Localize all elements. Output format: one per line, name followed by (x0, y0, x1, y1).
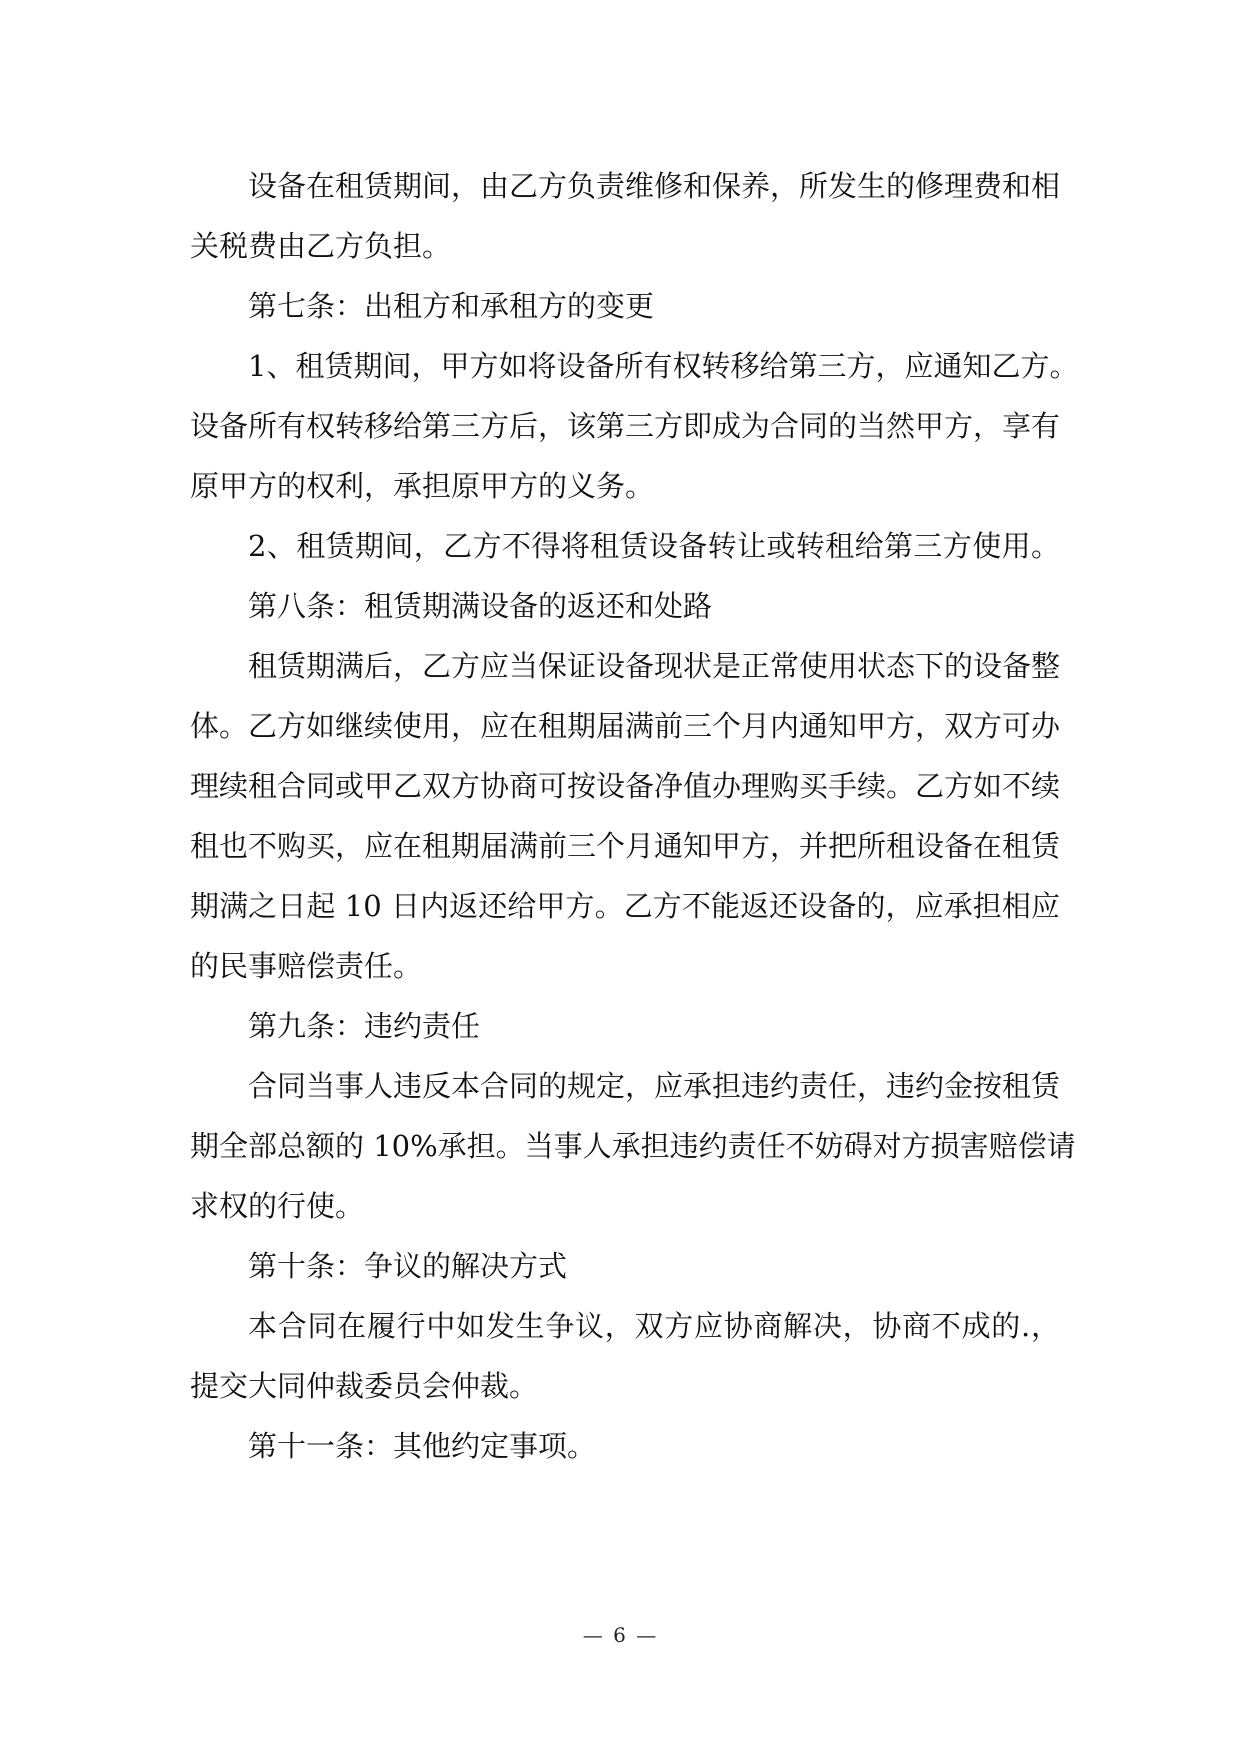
document-body (190, 156, 1079, 1476)
text-line: 租赁期满后，乙方应当保证设备现状是正常使用状态下的设备整 (248, 649, 1061, 683)
text-line: 租也不购买，应在租期届满前三个月通知甲方，并把所租设备在租赁 (190, 829, 1061, 863)
text-line: 原甲方的权利，承担原甲方的义务。 (190, 469, 655, 503)
text-line: 期满之日起 10 日内返还给甲方。乙方不能返还设备的，应承担相应 (190, 889, 1060, 923)
text-line: 提交大同仲裁委员会仲裁。 (190, 1369, 539, 1403)
text-line: 期全部总额的 10%承担。当事人承担违约责任不妨碍对方损害赔偿请 (190, 1129, 1076, 1163)
text-line: 体。乙方如继续使用，应在租期届满前三个月内通知甲方，双方可办 (190, 709, 1061, 743)
section-heading: 第七条：出租方和承租方的变更 (248, 289, 655, 323)
text-line: 理续租合同或甲乙双方协商可按设备净值办理购买手续。乙方如不续 (190, 769, 1061, 803)
section-heading: 第十一条：其他约定事项。 (248, 1429, 597, 1463)
text-line: 关税费由乙方负担。 (190, 229, 452, 263)
text-line: 2、租赁期间，乙方不得将租赁设备转让或转租给第三方使用。 (248, 529, 1060, 563)
text-line: 的民事赔偿责任。 (190, 949, 423, 983)
text-line: 设备在租赁期间，由乙方负责维修和保养，所发生的修理费和相 (248, 169, 1061, 203)
text-line: 设备所有权转移给第三方后，该第三方即成为合同的当然甲方，享有 (190, 409, 1061, 443)
section-heading: 第八条：租赁期满设备的返还和处路 (248, 589, 713, 623)
text-line: 求权的行使。 (190, 1189, 365, 1223)
section-heading: 第十条：争议的解决方式 (248, 1249, 568, 1283)
text-line: 1、租赁期间，甲方如将设备所有权转移给第三方，应通知乙方。 (248, 349, 1079, 383)
section-heading: 第九条：违约责任 (248, 1009, 481, 1043)
text-line: 合同当事人违反本合同的规定，应承担违约责任，违约金按租赁 (248, 1069, 1061, 1103)
text-line: 本合同在履行中如发生争议，双方应协商解决，协商不成的.， (248, 1309, 1060, 1343)
page-number: — 6 — (582, 1623, 659, 1647)
